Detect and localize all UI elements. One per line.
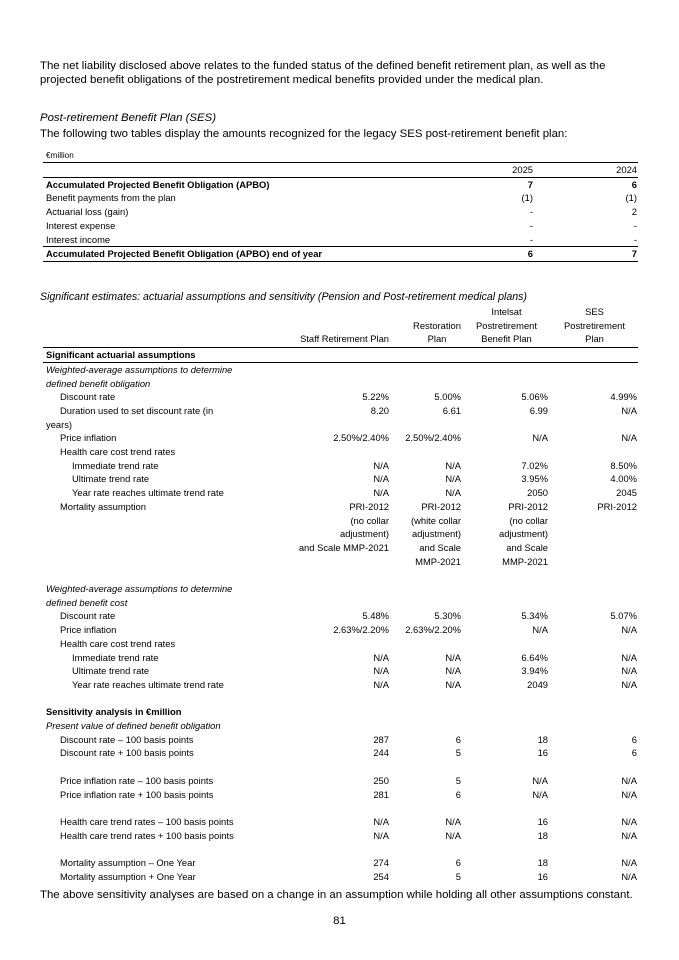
apbo-table	[43, 162, 638, 262]
table-row: Discount rate – 100 basis points 287 6 18 6	[60, 733, 637, 745]
table-row: Health care cost trend rates	[60, 446, 176, 458]
sensitivity-table	[43, 305, 638, 883]
col-restoration: Restoration Plan	[390, 305, 462, 348]
sensitivity-title: Significant estimates: actuarial assumptions and sensitivity (Pension and Post-retirement medical plans)	[40, 291, 527, 303]
apbo-header-row	[43, 163, 638, 178]
table-row: Year rate reaches ultimate trend rate N/A N/A 2050 2045	[72, 487, 637, 499]
table-row: Year rate reaches ultimate trend rate N/A N/A 2049 N/A	[72, 678, 637, 690]
footer-note: The above sensitivity analyses are based on a change in an assumption while holding all other assumptions constant.	[40, 889, 633, 901]
col-intelsat: Intelsat Postretirement Benefit Plan	[462, 305, 549, 348]
table-row: Health care trend rates – 100 basis points N/A N/A 16 N/A	[60, 815, 637, 827]
section-title: Post-retirement Benefit Plan (SES)	[40, 112, 216, 124]
table-row: Discount rate 5.48% 5.30% 5.34% 5.07%	[60, 610, 637, 622]
table-row: Mortality assumption – One Year 274 6 18 N/A	[60, 857, 637, 869]
table-row: Price inflation rate – 100 basis points 250 5 N/A N/A	[60, 774, 637, 786]
cost-header: Weighted-average assumptions to determine defined benefit cost	[46, 583, 233, 608]
section-description: The following two tables display the amounts recognized for the legacy SES post-retirement benefit plan:	[40, 128, 568, 140]
table-row: Discount rate + 100 basis points 244 5 16 6	[60, 747, 637, 759]
significant-header-row: Significant actuarial assumptions	[43, 348, 638, 363]
table-row: Interest income - -	[46, 233, 637, 245]
col-ses: SES Postretirement Plan	[549, 305, 638, 348]
table-row: Accumulated Projected Benefit Obligation (APBO) end of year 6 7	[43, 247, 638, 262]
table-row: Price inflation 2.50%/2.40% 2.50%/2.40% N/A N/A	[60, 432, 637, 444]
year-2025-header: 2025	[433, 163, 534, 178]
table-row: Actuarial loss (gain) - 2	[46, 206, 637, 218]
table-row: Discount rate 5.22% 5.00% 5.06% 4.99%	[60, 391, 637, 403]
table-row: Price inflation rate + 100 basis points 281 6 N/A N/A	[60, 788, 637, 800]
year-2024-header: 2024	[534, 163, 638, 178]
table-row: Health care trend rates + 100 basis points N/A N/A 18 N/A	[60, 829, 637, 841]
col-staff-retirement: Staff Retirement Plan	[260, 305, 390, 348]
table-row: Benefit payments from the plan (1) (1)	[46, 192, 637, 204]
table-row: Ultimate trend rate N/A N/A 3.94% N/A	[72, 665, 637, 677]
table-row: Immediate trend rate N/A N/A 6.64% N/A	[72, 651, 637, 663]
unit-label: €million	[46, 151, 74, 160]
table-row: Mortality assumption PRI-2012 (no collar adjustment) and Scale MMP-2021 PRI-2012 (white collar adjustment) and Scale MMP-2021 PRI-2012 (no collar adjustment) and Scale MMP-2021 PRI-2012	[60, 500, 637, 567]
table-row: Duration used to set discount rate (in years) 8.20 6.61 6.99 N/A	[46, 404, 637, 430]
table-row: Interest expense - -	[46, 219, 637, 231]
obligation-header: Weighted-average assumptions to determine defined benefit obligation	[46, 363, 233, 389]
column-header-row	[43, 305, 638, 348]
table-row: Health care cost trend rates	[60, 637, 176, 649]
analysis-header: Sensitivity analysis in €million	[46, 706, 182, 718]
page-number: 81	[333, 915, 346, 927]
table-row: Price inflation 2.63%/2.20% 2.63%/2.20% N/A N/A	[60, 624, 637, 636]
intro-paragraph: The net liability disclosed above relates to the funded status of the defined benefit retirement plan, as well as the projected benefit obligations of the postretirement medical benefits provided under the medical plan.	[40, 60, 606, 86]
table-row: Mortality assumption + One Year 254 5 16 N/A	[60, 870, 637, 882]
table-row: Accumulated Projected Benefit Obligation (APBO) 7 6	[46, 178, 637, 190]
table-row: Immediate trend rate N/A N/A 7.02% 8.50%	[72, 459, 637, 471]
pv-header: Present value of defined benefit obligation	[46, 720, 221, 732]
table-row: Ultimate trend rate N/A N/A 3.95% 4.00%	[72, 473, 637, 485]
